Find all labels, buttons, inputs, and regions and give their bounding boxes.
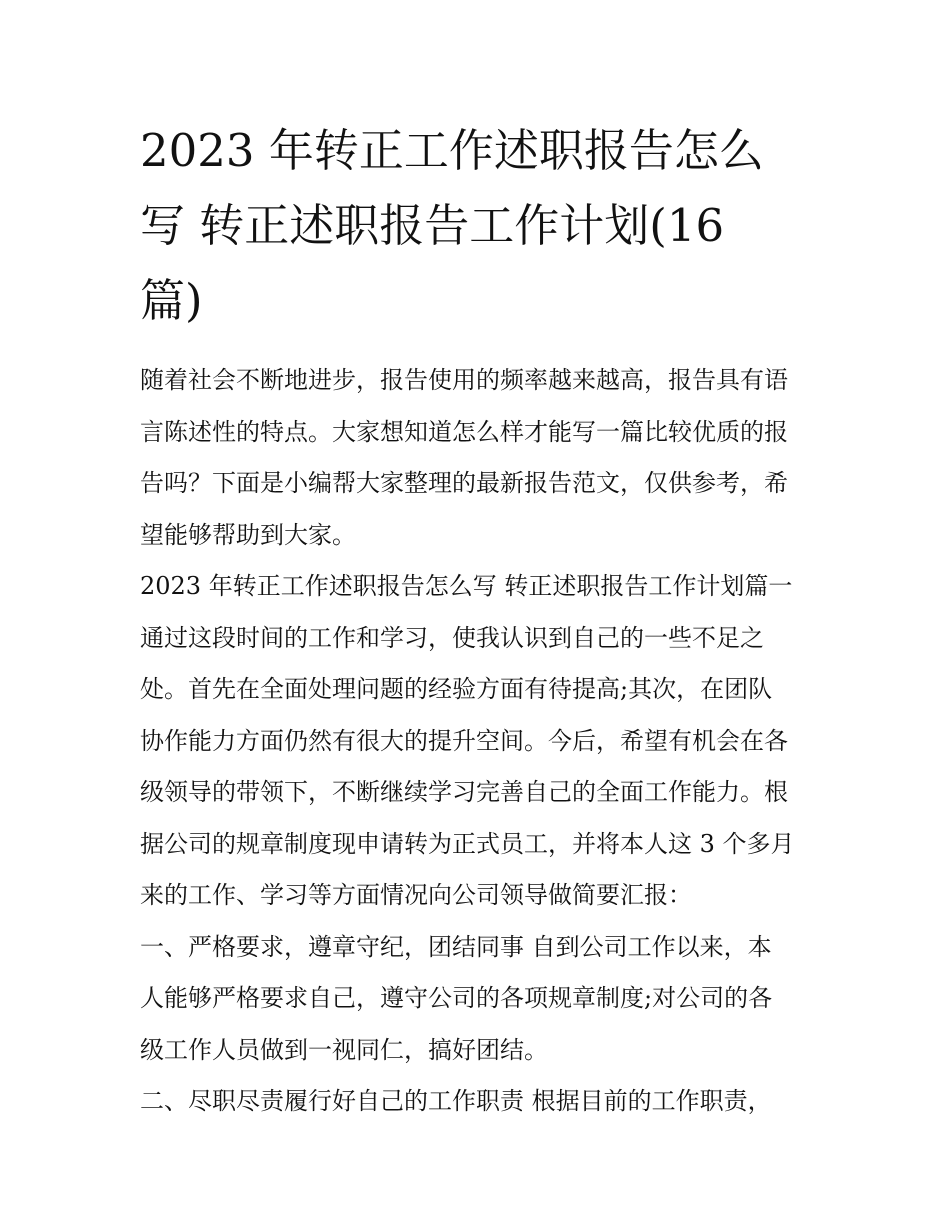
body-line: 人能够严格要求自己，遵守公司的各项规章制度;对公司的各 xyxy=(140,984,773,1012)
document-body xyxy=(140,355,820,1128)
body-line: 2023 年转正工作述职报告怎么写 转正述职报告工作计划篇一 xyxy=(140,572,793,600)
body-line: 望能够帮助到大家。 xyxy=(140,520,356,549)
body-line: 来的工作、学习等方面情况向公司领导做简要汇报： xyxy=(140,881,692,909)
title-line-3: 篇) xyxy=(140,274,203,327)
body-line: 告吗？下面是小编帮大家整理的最新报告范文，仅供参考，希 xyxy=(140,469,788,497)
body-line: 级领导的带领下，不断继续学习完善自己的全面工作能力。根 xyxy=(140,778,788,806)
body-line: 随着社会不断地进步，报告使用的频率越来越高，报告具有语 xyxy=(140,366,788,394)
title-line-1: 2023 年转正工作述职报告怎么 xyxy=(140,124,764,177)
body-line: 级工作人员做到一视同仁，搞好团结。 xyxy=(140,1035,548,1064)
body-line: 协作能力方面仍然有很大的提升空间。今后，希望有机会在各 xyxy=(140,726,788,755)
document-title xyxy=(140,113,820,338)
title-line-2: 写 转正述职报告工作计划(16 xyxy=(140,199,725,252)
body-line: 据公司的规章制度现申请转为正式员工，并将本人这 3 个多月 xyxy=(140,829,795,858)
body-line: 言陈述性的特点。大家想知道怎么样才能写一篇比较优质的报 xyxy=(140,417,788,446)
body-line: 二、尽职尽责履行好自己的工作职责 根据目前的工作职责， xyxy=(140,1087,772,1115)
body-line: 处。首先在全面处理问题的经验方面有待提高;其次，在团队 xyxy=(140,675,773,703)
body-line: 通过这段时间的工作和学习，使我认识到自己的一些不足之 xyxy=(140,623,764,652)
body-line: 一、严格要求，遵章守纪，团结同事 自到公司工作以来，本 xyxy=(140,932,772,961)
